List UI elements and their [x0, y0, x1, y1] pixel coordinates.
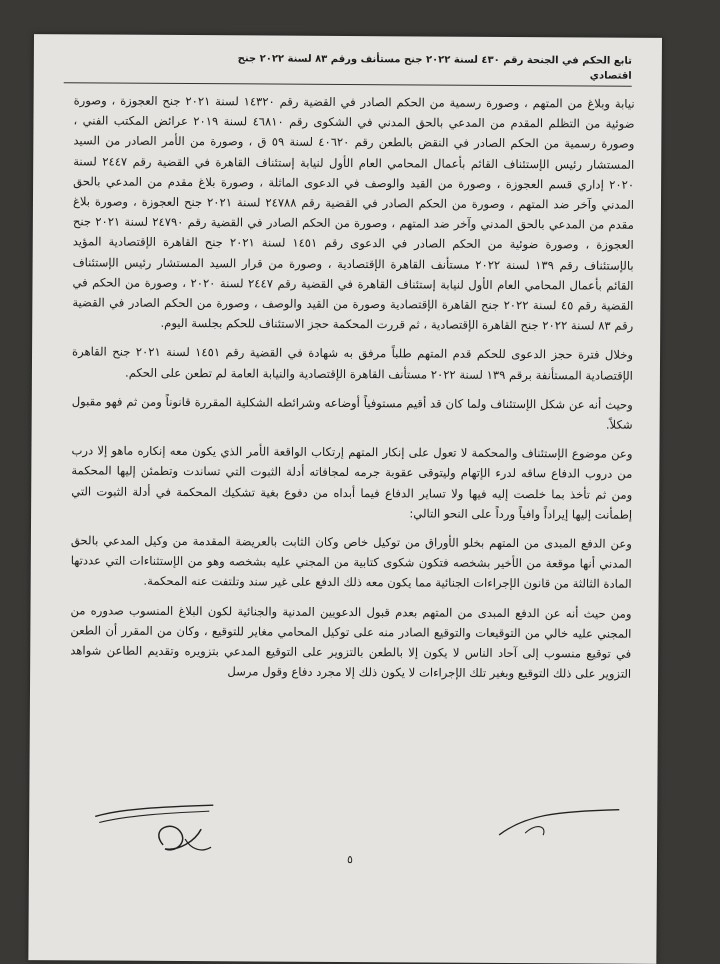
header-line-2: اقتصادي — [589, 70, 632, 82]
paragraph-defense-2: ومن حيث أنه عن الدفع المبدى من المتهم بعدم قبول الدعويين المدنية والجنائية لكون البلاغ المنسوب صدوره من المجني عليه خالي من التوقيعات والتوقيع الصادر منه على توكيل المحامي مغاير للتوقيع ، وكان من المقرر أن الطعن في توقيع منسوب إلى آحاد الناس لا يكون إلا بالطعن بالتزوير على التوقيع المدعي بتزويره وتقديم الطاعن شواهد التزوير على ذلك التوقيع وبغير تلك الإجراءات لا يكون ذلك إلا مجرد دفاع وقول مرسل — [70, 602, 632, 682]
signature-left — [91, 788, 221, 869]
page-number: ٥ — [346, 853, 353, 867]
signature-right — [495, 805, 625, 846]
document-body — [70, 90, 635, 693]
paragraph-form: وحيث أنه عن شكل الإستئناف ولما كان قد أقيم مستوفياً أوضاعه وشرائطه الشكلية المقررة قانوناً ومن ثم فهو مقبول شكلاً. — [71, 394, 633, 432]
paragraph-exhibits: نيابة وبلاغ من المتهم ، وصورة رسمية من الحكم الصادر في القضية رقم ١٤٣٢٠ لسنة ٢٠٢١ جنح العجوزة ، وصورة ضوئية من التظلم المقدم من المدعي بالحق المدني في الشكوى رقم ٤٦٨١٠ لسنة ٢٠١٩ عرائض المكتب الفني ، وصورة رسمية من الحكم الصادر في النقض بالطعن رقم ٤٠٦٢٠ لسنة ٥٩ ق ، وصورة من الأمر الصادر من السيد المستشار رئيس الإستئناف القائم بأعمال المحامي العام الأول لنيابة إستئناف القاهرة في القضية رقم ٢٤٤٧ لسنة ٢٠٢٠ إداري قسم العجوزة ، وصورة من القيد والوصف في الدعوى الماثلة ، وصورة بلاغ مقدم من المدعي بالحق المدني وآخر ضد المتهم ، وصورة من الحكم الصادر في القضية رقم ٢٤٧٨٨ لسنة ٢٠٢١ جنح العجوزة ، وصورة بلاغ مقدم من المدعي بالحق المدني وآخر ضد المتهم ، وصورة من الحكم الصادر في القضية رقم ٢٤٧٩٠ لسنة ٢٠٢١ جنح العجوزة ، وصورة ضوئية من الحكم الصادر في الدعوى رقم ١٤٥١ لسنة ٢٠٢١ جنح القاهرة الإقتصادية المؤيد بالإستئناف رقم ١٣٩ لسنة ٢٠٢٢ مستأنف القاهرة الإقتصادية ، وصورة من قرار السيد المستشار رئيس الإستئناف القائم بأعمال المحامي العام الأول لنيابة إستئناف القاهرة في القضية رقم ٢٤٤٧ لسنة ٢٠٢٠ ، وصورة من الحكم في القضية رقم ٤٥ لسنة ٢٠٢٢ جنح القاهرة الإقتصادية وصورة من القيد والوصف ، وصورة من الحكم الصادر في القضية رقم ٨٣ لسنة ٢٠٢٢ جنح القاهرة الإقتصادية ، ثم قررت المحكمة حجز الاستئناف للحكم بجلسة اليوم. — [72, 93, 635, 333]
document-page — [28, 34, 662, 964]
header-line-1: تابع الحكم في الجنحة رقم ٤٣٠ لسنة ٢٠٢٢ جنح مستأنف ورقم ٨٣ لسنة ٢٠٢٢ جنح — [237, 53, 632, 67]
document-header — [64, 50, 632, 83]
paragraph-reservation: وخلال فترة حجز الدعوى للحكم قدم المتهم طلباً مرفق به شهادة في القضية رقم ١٤٥١ لسنة ٢٠٢١ جنح القاهرة الإقتصادية المستأنفة برقم ١٣٩ لسنة ٢٠٢٢ مستأنف القاهرة الإقتصادية والنيابة العامة لم تطعن على الحكم. — [72, 344, 634, 383]
paragraph-merits: وعن موضوع الإستئناف والمحكمة لا تعول على إنكار المتهم إرتكاب الواقعة الأمر الذي يكون معه إنكاره ماهو إلا درب من دروب الدفاع ساقه لدرء الإتهام وليتوقى عقوبة جرمه لمجافاته أدلة الثبوت التي تساندت وتطمئن إليها المحكمة ومن ثم تأخذ بما خلصت إليه فيها ولا تساير الدفاع فيما أبداه من دفوع بغية تشكيك المحكمة في أدلة الثبوت التي إطمأنت إليها إيراداً وافياً ورداً على النحو التالي: — [71, 443, 633, 522]
paragraph-defense-1: وعن الدفع المبدى من المتهم بخلو الأوراق من توكيل خاص وكان الثابت بالعريضة المقدمة من وكيل المدعي بالحق المدني أنها موقعة من الأخير بشخصه فتكون شكوى كتابية من المجني عليه بشخصه وهو من الإستثناءات التي عددتها المادة الثالثة من قانون الإجراءات الجنائية مما يكون معه ذلك الدفع على غير سند وتلتفت عنه المحكمة. — [70, 533, 632, 592]
